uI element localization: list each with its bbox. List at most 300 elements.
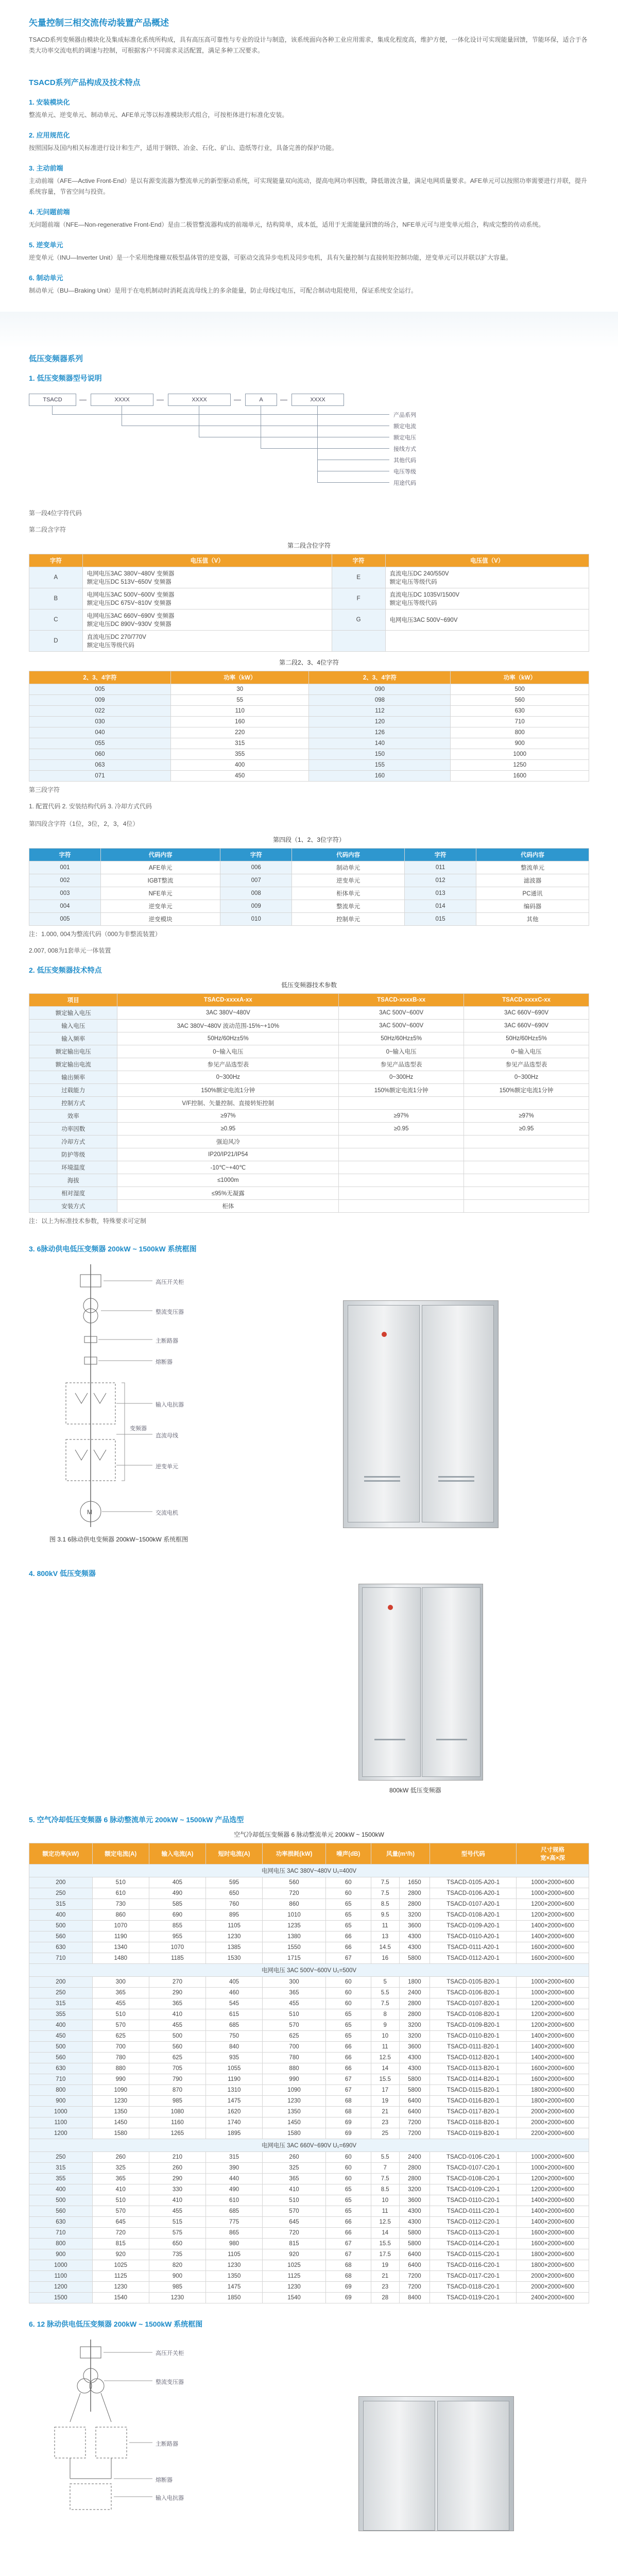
table-cell: 1230 [206,2260,263,2271]
table-cell: 1400×2000×600 [517,2042,589,2053]
fig31-caption: 图 3.1 6脉动供电变频器 200kW~1500kW 系统框图 [49,1536,188,1543]
table-cell: 650 [206,1888,263,1899]
table-cell: 65 [325,1910,371,1921]
table-cell: 560 [149,2042,205,2053]
table-cell: 645 [263,2217,326,2228]
model-dash: — [79,395,87,403]
spec-table [29,993,589,1213]
table-cell: 935 [206,2053,263,2063]
table-cell: 1740 [206,2117,263,2128]
table-cell: 790 [149,2074,205,2085]
table-cell: 014 [405,900,476,913]
table-cell: TSACD-0109-A20-1 [430,1921,517,1931]
table-cell: 700 [263,2042,326,2053]
divider-band [0,312,618,348]
table-cell: 006 [220,861,292,874]
table-cell: 071 [29,771,171,782]
table-cell: ≥97% [339,1110,464,1123]
table-row [29,609,589,631]
table-cell: 920 [92,2249,149,2260]
table-cell: 3AC 500V~600V [339,1020,464,1032]
vent [364,1480,400,1482]
table-row [29,2031,589,2042]
table-row [29,1942,589,1953]
table-cell: 65 [325,1921,371,1931]
table-cell: 315 [29,2163,93,2174]
table-cell: 65 [325,2020,371,2031]
table-row [29,874,589,887]
table-cell: 140 [309,738,451,749]
table-row [29,2152,589,2163]
table-cell: 柜体单元 [292,887,405,900]
table-cell: 68 [325,2260,371,2271]
table-cell: 1100 [29,2271,93,2282]
table-row [29,749,589,760]
cabinet-800kw-image [358,1584,483,1781]
table-cell: 315 [29,1998,93,2009]
table-cell: 705 [149,2063,205,2074]
table-cell: 570 [92,2020,149,2031]
cabinet-door-right [437,2401,509,2531]
table-row [29,913,589,926]
table-cell: 720 [263,2228,326,2239]
table-header: 字符 [220,849,292,861]
table-cell: 8 [371,2009,399,2020]
table-cell: 2200×2000×600 [517,2128,589,2139]
table-cell: TSACD-0117-C20-1 [430,2271,517,2282]
table-cell: 690 [149,1910,205,1921]
table-row [29,2009,589,2020]
table-cell: 66 [325,2217,371,2228]
table-cell: 7200 [399,2117,430,2128]
table-header: 噪声(dB) [325,1843,371,1865]
table-cell: 5 [371,1977,399,1988]
table-cell: TSACD-0111-B20-1 [430,2042,517,2053]
table-cell [464,1200,589,1213]
table-cell: 66 [325,1931,371,1942]
table-cell: 575 [149,2228,205,2239]
table-cell: 325 [92,2163,149,2174]
table-cell: 405 [149,1877,205,1888]
group-row [29,1964,589,1977]
table-cell: TSACD-0114-B20-1 [430,2074,517,2085]
table-cell: 730 [92,1899,149,1910]
table-cell: 电网电压3AC 660V~690V 变频器 额定电压DC 890V~930V 变频器 [82,609,332,631]
diagram-label: 主断路器 [156,1338,178,1344]
table-cell: 200 [29,1977,93,1988]
table-cell: 2400 [399,1988,430,1998]
table-cell: 7.5 [371,1888,399,1899]
table-cell: 15.5 [371,2239,399,2249]
table-cell: 022 [29,706,171,717]
table-cell: D [29,631,83,652]
model-box-series: TSACD [29,394,76,406]
table-cell: 815 [92,2239,149,2249]
table-cell: 60 [325,1977,371,1988]
table-cell: 过载能力 [29,1084,117,1097]
table-cell: 510 [92,2009,149,2020]
group-label: 电网电压 3AC 380V~480V U₁=400V [29,1865,589,1877]
table-cell: 1540 [92,2293,149,2303]
table-cell: 7200 [399,2271,430,2282]
table-cell: 65 [325,2195,371,2206]
table-cell: 570 [263,2020,326,2031]
table-cell: 011 [405,861,476,874]
feature-title: 2. 应用规范化 [29,131,70,139]
table-cell: 1350 [206,2271,263,2282]
table-cell: 365 [149,1998,205,2009]
table-cell: 1230 [263,2096,326,2107]
table-cell: 625 [263,2031,326,2042]
table-row [29,1877,589,1888]
table-cell: 365 [92,2174,149,2184]
table-cell: 1105 [206,2249,263,2260]
table-cell: 1600×2000×600 [517,2063,589,2074]
table-cell: 10 [371,2031,399,2042]
table-cell: 1160 [149,2117,205,2128]
table-cell: 500 [29,2195,93,2206]
cabinet-door-right [422,1305,494,1522]
table-cell: TSACD-0118-C20-1 [430,2282,517,2293]
table-cell: 3AC 380V~480V 波动范围-15%~+10% [117,1020,339,1032]
table-header: 型号代码 [430,1843,517,1865]
table-row [29,861,589,874]
table-cell: 750 [206,2031,263,2042]
table-cell: 200 [29,1877,93,1888]
table-row [29,588,589,609]
cabinet-door-right [422,1587,480,1777]
table-cell: TSACD-0106-C20-1 [430,2152,517,2163]
table-cell: 1800×2000×600 [517,2096,589,2107]
table-cell: 1105 [206,1921,263,1931]
lowv-section-title: 低压变频器系列 [29,354,83,363]
table-cell: 30 [170,684,309,695]
table-cell: 1025 [263,2260,326,2271]
table-cell: 1125 [92,2271,149,2282]
table-cell: 510 [92,2195,149,2206]
table-row [29,1953,589,1964]
table-row [29,2184,589,2195]
features-list [29,97,589,296]
table-cell: 110 [170,706,309,717]
table-cell: 820 [149,2260,205,2271]
table-cell: 0~输入电压 [117,1045,339,1058]
table-cell: 67 [325,2085,371,2096]
table2-title: 第二段含位字符 [287,542,331,549]
table-cell: 007 [220,874,292,887]
table-cell: 65 [325,2009,371,2020]
table4-sub: 第四段（1、2、3位字符） [272,836,346,843]
table-cell: 1190 [206,2074,263,2085]
table-cell: 1800 [399,1977,430,1988]
table-cell: 7200 [399,2128,430,2139]
table-cell: TSACD-0114-C20-1 [430,2239,517,2249]
diag6-diagram [29,1259,589,1548]
table-cell: 870 [149,2085,205,2096]
table-cell: 250 [29,1988,93,1998]
table-cell: 1400×2000×600 [517,2053,589,2063]
table-cell: 630 [29,1942,93,1953]
table-cell: 1200×2000×600 [517,2184,589,2195]
leader-line [317,482,389,483]
table-cell: 8.5 [371,1899,399,1910]
table-row [29,1200,589,1213]
table-cell: 3200 [399,2031,430,2042]
table-cell: 5800 [399,2239,430,2249]
table-cell: 整流单元 [476,861,589,874]
table-header: 输入电流(A) [149,1843,205,1865]
table-cell: 1475 [206,2096,263,2107]
table-cell: 69 [325,2282,371,2293]
table-cell: 545 [206,1998,263,2009]
table-cell: 6400 [399,2249,430,2260]
table-cell: 1380 [263,1931,326,1942]
table-header: 功率（kW） [451,671,589,684]
cabinet-12p-image [358,2396,514,2531]
table-cell: 150 [309,749,451,760]
table3-title: 第二段2、3、4位字符 [279,659,339,666]
table-cell: 865 [206,2228,263,2239]
table-cell: 28 [371,2293,399,2303]
table-cell: 300 [92,1977,149,1988]
table-row [29,2260,589,2271]
table-cell: 1000×2000×600 [517,1877,589,1888]
table-cell: 2000×2000×600 [517,2282,589,2293]
table-cell: 1650 [399,1877,430,1888]
table-row [29,2271,589,2282]
table-cell: 60 [325,1877,371,1888]
table-cell: 260 [263,2152,326,2163]
table-cell: 逆变单元 [292,874,405,887]
table-cell: 955 [149,1931,205,1942]
feature-text: 按照国际及国内相关标准进行设计和生产，适用于钢铁、冶金、石化、矿山、造纸等行业，具备完善的保护功能。 [29,144,338,151]
table-row [29,2282,589,2293]
table-cell: 0~300Hz [464,1071,589,1084]
table-cell: 250 [29,1888,93,1899]
table-cell: 720 [263,1888,326,1899]
table-row [29,1058,589,1071]
cabinet-door-left [363,2401,435,2531]
table-header: 额定功率(kW) [29,1843,93,1865]
table-cell: 1450 [263,2117,326,2128]
table-header: 电压值（V） [82,554,332,567]
table-cell: 21 [371,2107,399,2117]
table-cell: 1475 [206,2282,263,2293]
table-cell: 7 [371,2163,399,2174]
table-cell: 012 [405,874,476,887]
table-cell: 500 [29,2042,93,2053]
table-cell: 1800×2000×600 [517,2085,589,2096]
table-cell: 500 [29,1921,93,1931]
table-header: 2、3、4字符 [29,671,171,684]
table-cell: 405 [206,1977,263,1988]
table-cell: 65 [325,2206,371,2217]
table-row [29,2042,589,2053]
table-cell: 365 [92,1988,149,1998]
table-cell: TSACD-0105-A20-1 [430,1877,517,1888]
cab-caption: 800kW 低压变频器 [389,1787,441,1794]
table-cell: 630 [29,2063,93,2074]
table-cell: 210 [149,2152,205,2163]
table-cell: 1600×2000×600 [517,2239,589,2249]
table-cell: 制动单元 [292,861,405,874]
table-cell: 315 [206,2152,263,2163]
table-cell: 1000×2000×600 [517,1988,589,1998]
table-cell: 12.5 [371,2217,399,2228]
table-cell: 315 [29,1899,93,1910]
table-cell: 额定输入电压 [29,1007,117,1020]
table-cell: 400 [29,1910,93,1921]
table-row [29,2195,589,2206]
table-cell: ≥0.95 [117,1123,339,1136]
table-cell: 1000×2000×600 [517,2152,589,2163]
diag6-svg [29,1259,589,1548]
table-cell: 001 [29,861,101,874]
table-cell: G [332,609,385,631]
table-cell: 17.5 [371,2249,399,2260]
table-cell: 455 [149,2206,205,2217]
table-cell: 3AC 660V~690V [464,1007,589,1020]
overview-section [0,0,618,296]
table-cell: 2800 [399,2174,430,2184]
table-cell: 25 [371,2128,399,2139]
table-cell: 2400 [399,2152,430,2163]
table-cell: 1090 [92,2085,149,2096]
table-cell [464,1136,589,1148]
table-cell: 625 [92,2031,149,2042]
table-cell: 325 [263,2163,326,2174]
table-cell: 功率因数 [29,1123,117,1136]
table-cell: 560 [29,2053,93,2063]
table-cell: ≥97% [464,1110,589,1123]
table-cell: 1550 [263,1942,326,1953]
table-cell: 3200 [399,2184,430,2195]
cabinet-image [343,1300,499,1528]
spec-table-title: 低压变频器技术参数 [281,981,337,989]
table-row [29,2096,589,2107]
table-cell: 50Hz/60Hz±5% [464,1032,589,1045]
selection-table [29,1843,589,2303]
diagram-label: 高压开关柜 [156,1279,184,1285]
vent [438,1476,474,1478]
table-cell: V/F控制、矢量控制、直接转矩控制 [117,1097,339,1110]
table-cell: 900 [149,2271,205,2282]
table-cell: 1185 [149,1953,205,1964]
table-cell: TSACD-0110-A20-1 [430,1931,517,1942]
table-cell: 685 [206,2020,263,2031]
table-row [29,1998,589,2009]
table-cell: TSACD-0109-C20-1 [430,2184,517,2195]
table-row [29,1174,589,1187]
table-cell: 490 [206,2184,263,2195]
table-cell: 560 [263,1877,326,1888]
table-cell: 400 [170,760,309,771]
table-cell: TSACD-0113-C20-1 [430,2228,517,2239]
table-cell: 4300 [399,1942,430,1953]
table-cell: 630 [29,2217,93,2228]
note-third-segment: 第三段字符 [29,786,60,793]
table-cell: 510 [263,2195,326,2206]
table-cell: 9 [371,2020,399,2031]
table-cell: 14 [371,2228,399,2239]
table-cell: 1000×2000×600 [517,1888,589,1899]
table-cell: 1715 [263,1953,326,1964]
table-cell: 60 [325,1888,371,1899]
table-cell: 410 [263,2184,326,2195]
series-title: TSACD系列产品构成及技术特点 [29,78,141,87]
table-cell: 23 [371,2117,399,2128]
table-header: 字符 [405,849,476,861]
spec-title: 2. 低压变频器技术特点 [29,966,102,974]
table-cell: 1055 [206,2063,263,2074]
table-cell: 155 [309,760,451,771]
table-cell: 985 [149,2282,205,2293]
table-cell: 1200×2000×600 [517,1998,589,2009]
table-cell: NFE单元 [100,887,220,900]
model-dash: — [157,395,164,403]
table-cell: 610 [92,1888,149,1899]
leader-line [52,414,389,415]
vent [436,1739,467,1740]
table-cell: 19 [371,2260,399,2271]
table-cell: 250 [29,2152,93,2163]
table-cell: 1200×2000×600 [517,2174,589,2184]
table-cell: 3600 [399,1921,430,1931]
table-header: TSACD-xxxxC-xx [464,994,589,1007]
table-cell: 685 [206,2206,263,2217]
table-cell: 009 [220,900,292,913]
table-cell: 126 [309,727,451,738]
table-cell [464,1187,589,1200]
table-cell: 1400×2000×600 [517,2031,589,2042]
table-cell: 电网电压3AC 500V~690V [385,609,589,631]
diagram-label: 输入电抗器 [156,1402,184,1408]
table-row [29,631,589,652]
table-cell: 4300 [399,2053,430,2063]
note-first-segment: 第一段4位字符代码 [29,510,82,517]
table-cell: 150%额定电流1分钟 [117,1084,339,1097]
table-cell: 2800 [399,2009,430,2020]
table-cell: TSACD-0108-B20-1 [430,2009,517,2020]
table-cell: 500 [451,684,589,695]
table-cell: 2000×2000×600 [517,2271,589,2282]
table-cell: 55 [170,695,309,706]
table-cell: 4300 [399,2063,430,2074]
table-cell: 10 [371,2195,399,2206]
table-row [29,900,589,913]
table-cell: 515 [149,2217,205,2228]
diagram-label: 高压开关柜 [156,2350,184,2357]
lowv-section [0,353,618,2520]
table-cell: 270 [149,1977,205,1988]
table-cell: 005 [29,684,171,695]
table-cell: 710 [451,717,589,727]
feature-text: 整流单元、逆变单元、制动单元、AFE单元等以标准模块形式组合，可按柜体进行标准化安装。 [29,111,288,118]
table-cell: 455 [149,2020,205,2031]
table-cell: 1080 [149,2107,205,2117]
table-cell: 560 [29,1931,93,1942]
table-cell: 滤波器 [476,874,589,887]
table-cell: 800 [29,2085,93,2096]
table-cell: 60 [325,2152,371,2163]
table-row [29,2107,589,2117]
diag6-title: 3. 6脉动供电低压变频器 200kW ~ 1500kW 系统框图 [29,1245,197,1253]
table-cell: 510 [263,2009,326,2020]
table-row [29,1988,589,1998]
table-cell: TSACD-0106-A20-1 [430,1888,517,1899]
vent [374,1739,405,1740]
table-cell: 6400 [399,2096,430,2107]
